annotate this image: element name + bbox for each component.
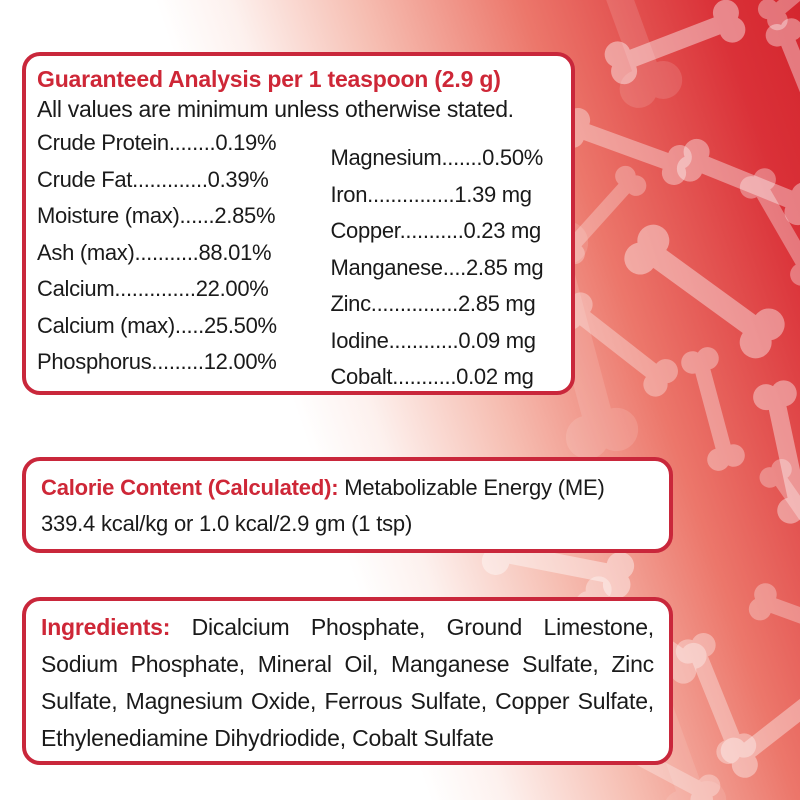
ingredients-text: Dicalcium Phosphate, Ground Limestone, Sodium Phosphate, Mineral Oil, Manganese Sulfate, Zinc Sulfate, Magnesium Oxide, Ferrous Sulfate, Copper Sulfate, Ethylenediamine Dihydriodide, Cobalt Sulfate [41, 614, 654, 751]
analysis-row: Calcium..............22.00% [37, 276, 269, 301]
calorie-content-line1: Metabolizable Energy (ME) [344, 475, 605, 500]
bone-icon [711, 657, 800, 787]
analysis-row: Iron...............1.39 mg [330, 181, 532, 207]
analysis-row: Cobalt...........0.02 mg [330, 364, 534, 389]
analysis-row: Zinc...............2.85 mg [330, 291, 536, 316]
bone-icon [596, 0, 753, 91]
analysis-row: Ash (max)...........88.01% [37, 239, 272, 265]
analysis-row: Manganese....2.85 mg [330, 254, 544, 280]
calorie-content-text [41, 470, 654, 542]
analysis-columns [37, 125, 561, 396]
bone-icon [676, 341, 750, 477]
bone-icon [748, 374, 800, 531]
ingredients-label: Ingredients: [41, 614, 171, 640]
bone-icon [742, 577, 800, 661]
guaranteed-analysis-subtitle: All values are minimum unless otherwise stated. [37, 96, 514, 122]
calorie-content-line2: 339.4 kcal/kg or 1.0 kcal/2.9 gm (1 tsp) [41, 511, 413, 536]
analysis-row: Calcium (max).....25.50% [37, 312, 277, 338]
analysis-row: Moisture (max)......2.85% [37, 203, 276, 228]
analysis-row: Crude Fat.............0.39% [37, 166, 269, 192]
calorie-content-panel [22, 457, 673, 553]
analysis-row: Crude Protein........0.19% [37, 130, 277, 155]
bone-icon [612, 213, 796, 369]
ingredients-panel [22, 597, 673, 765]
bone-icon [732, 160, 800, 294]
guaranteed-analysis-title: Guaranteed Analysis per 1 teaspoon (2.9 g) [37, 66, 501, 92]
ingredients-text-block [41, 609, 654, 757]
analysis-right-column [330, 125, 561, 396]
bone-icon [750, 0, 800, 38]
bone-icon [669, 625, 763, 772]
guaranteed-analysis-panel [22, 52, 575, 395]
calorie-content-label: Calorie Content (Calculated): [41, 475, 339, 500]
analysis-row: Iodine............0.09 mg [330, 327, 536, 353]
bone-icon [752, 451, 800, 571]
bone-icon [668, 132, 800, 233]
analysis-row: Magnesium.......0.50% [330, 145, 544, 170]
analysis-row: Phosphorus.........12.00% [37, 349, 277, 374]
analysis-left-column [37, 125, 330, 396]
analysis-row: Copper...........0.23 mg [330, 218, 541, 243]
bone-icon [759, 11, 800, 147]
